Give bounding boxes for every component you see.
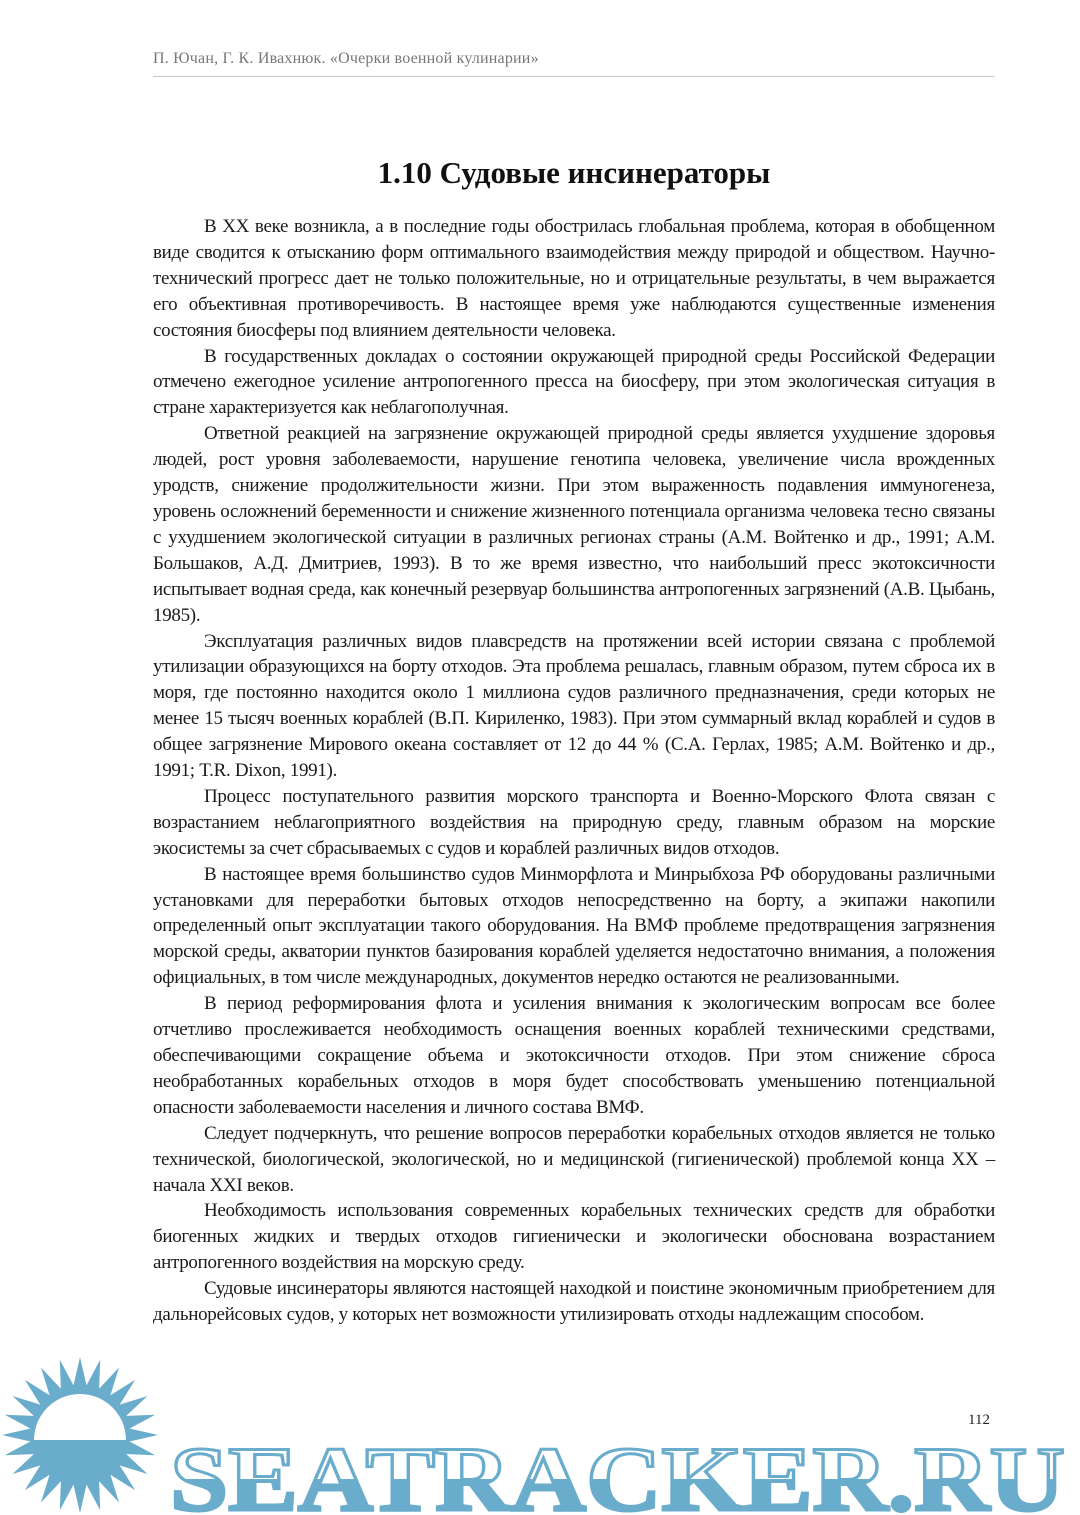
paragraph: Следует подчеркнуть, что решение вопросов переработки корабельных отходов является не только технической, биологической, экологической, но и медицинской (гигиенической) проблемой конца XX – начала XXI веков. bbox=[153, 1122, 995, 1196]
running-header: П. Ючан, Г. К. Ивахнюк. «Очерки военной кулинарии» bbox=[153, 50, 539, 67]
paragraph: Эксплуатация различных видов плавсредств на протяжении всей истории связана с проблемой утилизации образующихся на борту отходов. Эта проблема решалась, главным образом, путем сброса их в моря, где постоянно находится около 1 миллиона судов различного предназначения, среди которых не менее 15 тысяч военных кораблей (В.П. Кириленко, 1983). При этом суммарный вклад кораблей и судов в общее загрязнение Мирового океана составляет от 12 до 44 % (С.А. Герлах, 1985; А.М. Войтенко и др., 1991; T.R. Dixon, 1991). bbox=[153, 630, 995, 782]
page-number: 112 bbox=[968, 1412, 990, 1428]
paragraph: Необходимость использования современных корабельных технических средств для обработки биогенных жидких и твердых отходов гигиенически и экологически обоснована возрастанием антропогенного воздействия на морскую среду. bbox=[153, 1200, 995, 1274]
watermark-text: SEATRACKER.RU bbox=[170, 1432, 1065, 1515]
header-divider bbox=[153, 76, 995, 77]
paragraph: В государственных докладах о состоянии окружающей природной среды Российской Федерации отмечено ежегодное усиление антропогенного пресса на биосферу, при этом экологическая ситуация в стране характеризуется как неблагополучная. bbox=[153, 345, 995, 419]
paragraph: В настоящее время большинство судов Минморфлота и Минрыбхоза РФ оборудованы различными установками для переработки бытовых отходов непосредственно на борту, а экипажи накопили определенный опыт эксплуатации такого оборудования. На ВМФ проблеме предотвращения загрязнения морской среды, акватории пунктов базирования кораблей уделяется недостаточно внимания, а положения официальных, в том числе международных, документов нередко остаются не реализованными. bbox=[153, 863, 995, 989]
paragraph: Судовые инсинераторы являются настоящей находкой и поистине экономичным приобретением для дальнорейсовых судов, у которых нет возможности утилизировать отходы надлежащим способом. bbox=[153, 1278, 995, 1326]
paragraph: Ответной реакцией на загрязнение окружающей природной среды является ухудшение здоровья людей, рост уровня заболеваемости, нарушение генотипа человека, увеличение числа врожденных уродств, снижение продолжительности жизни. При этом выраженность подавления иммуногенеза, уровень осложнений беременности и снижение жизненного потенциала организма человека тесно связаны с ухудшением экологической ситуации в различных регионах страны (А.М. Войтенко и др., 1991; А.М. Большаков, А.Д. Дмитриев, 1993). В то же время известно, что наибольший пресс экотоксичности испытывает водная среда, как конечный резервуар большинства антропогенных загрязнений (А.В. Цыбань, 1985). bbox=[153, 423, 995, 626]
section-title: 1.10 Судовые инсинераторы bbox=[377, 155, 771, 190]
paragraph: Процесс поступательного развития морского транспорта и Военно-Морского Флота связан с возрастанием неблагоприятного воздействия на природную среду, главным образом на морские экосистемы за счет сбрасываемых с судов и кораблей различных видов отходов. bbox=[153, 785, 995, 859]
paragraph: В XX веке возникла, а в последние годы обострилась глобальная проблема, которая в обобщенном виде сводится к отысканию форм оптимального взаимодействия между природой и обществом. Научно-технический прогресс дает не только положительные, но и отрицательные результаты, в чем выражается его объективная противоречивость. В настоящее время уже наблюдаются существенные изменения состояния биосферы под влиянием деятельности человека. bbox=[153, 216, 995, 341]
paragraph: В период реформирования флота и усиления внимания к экологическим вопросам все более отчетливо прослеживается необходимость оснащения военных кораблей техническими средствами, обеспечивающими сокращение объема и экотоксичности отходов. При этом снижение сброса необработанных корабельных отходов в моря будет способствовать уменьшению потенциальной опасности заболеваемости населения и личного состава ВМФ. bbox=[153, 993, 995, 1118]
watermark bbox=[0, 1432, 1080, 1515]
body-text bbox=[153, 214, 995, 1328]
